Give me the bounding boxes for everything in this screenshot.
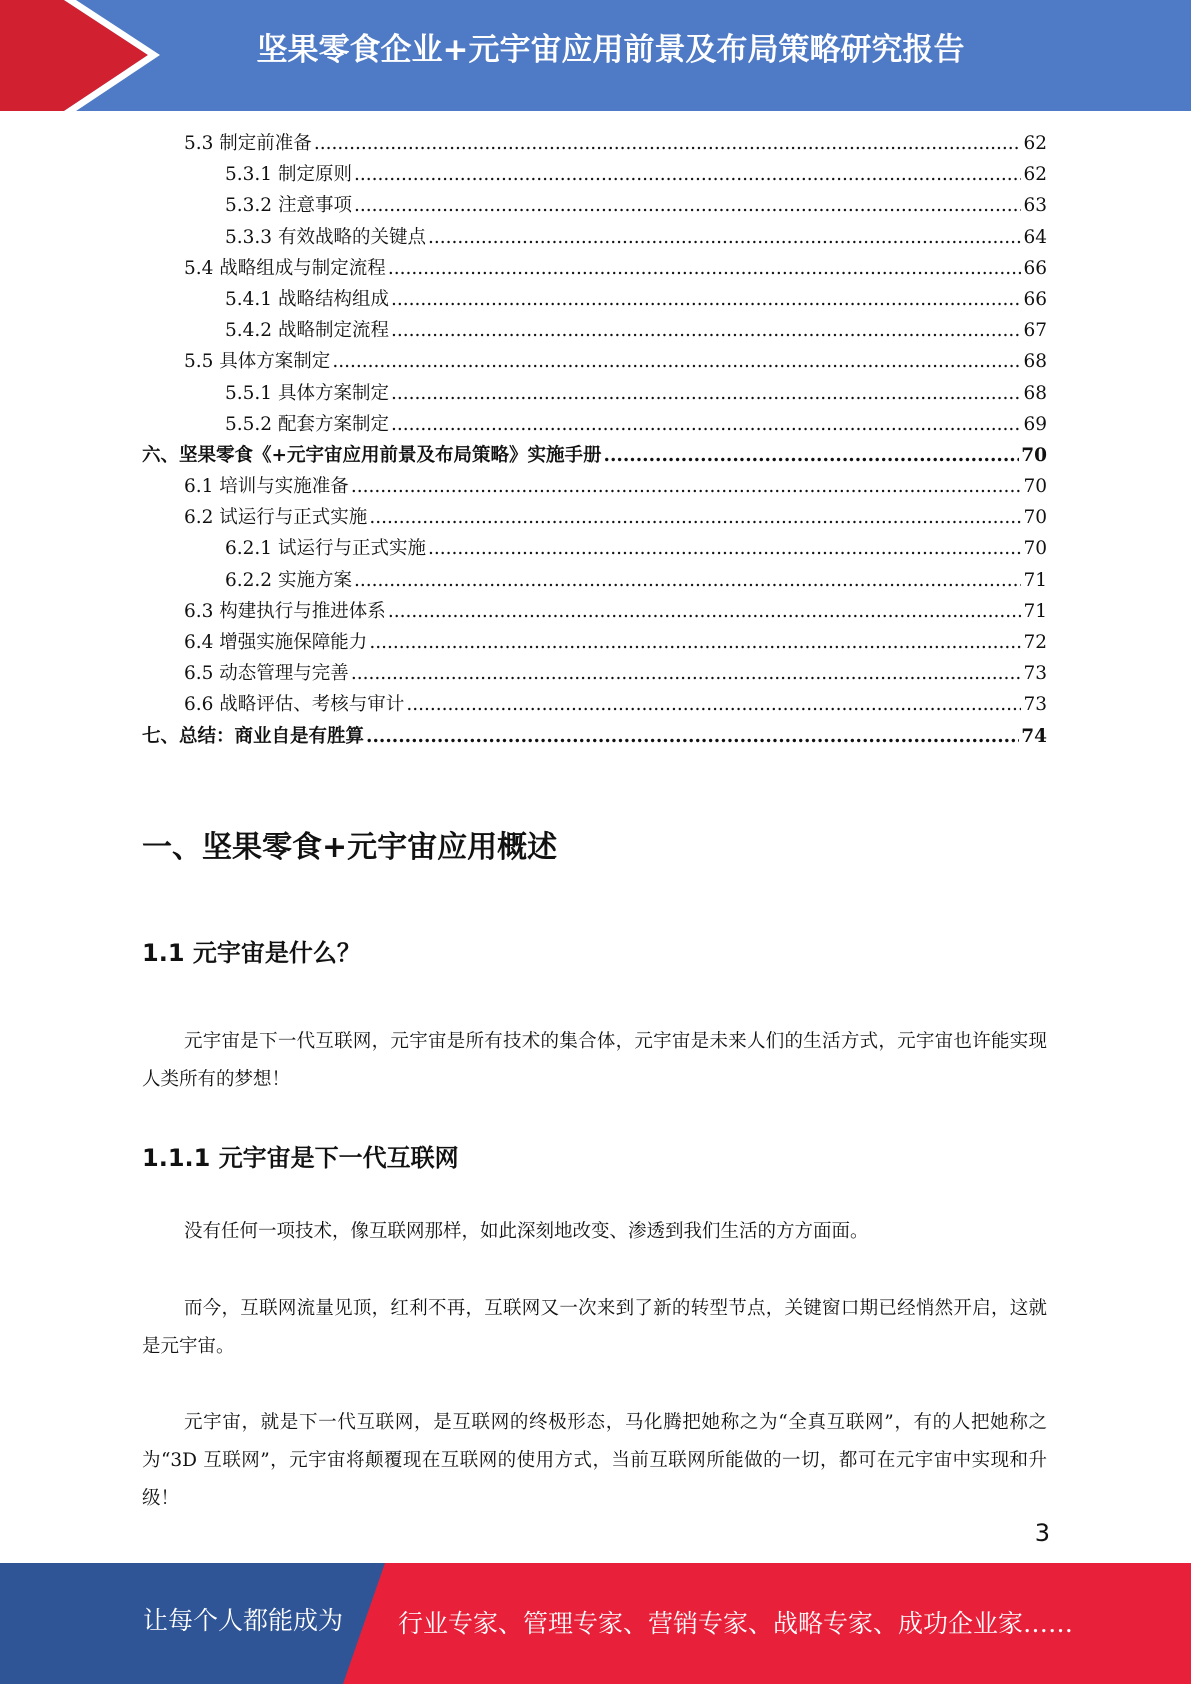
toc-leader-dots [604, 440, 1020, 471]
toc-leader-dots [354, 565, 1022, 596]
toc-entry[interactable] [142, 409, 1047, 440]
toc-entry[interactable] [142, 533, 1047, 564]
toc-leader-dots [351, 471, 1022, 502]
toc-entry[interactable] [142, 689, 1047, 720]
footer-slogan-left: 让每个人都能成为 [143, 1606, 344, 1635]
page-number: 3 [1034, 1519, 1050, 1547]
toc-entry-page: 70 [1021, 444, 1047, 466]
toc-leader-dots [391, 409, 1021, 440]
toc-entry[interactable] [142, 190, 1047, 221]
report-title: 坚果零食企业+元宇宙应用前景及布局策略研究报告 [256, 32, 965, 68]
toc-entry-label: 5.5.2 配套方案制定 [225, 413, 389, 435]
toc-entry-page: 64 [1023, 226, 1047, 248]
toc-leader-dots [391, 315, 1021, 346]
toc-entry-page: 70 [1023, 507, 1047, 529]
toc-entry-label: 七、总结：商业自是有胜算 [142, 725, 365, 747]
toc-leader-dots [369, 502, 1021, 533]
toc-leader-dots [391, 378, 1021, 409]
toc-entry-label: 5.3.2 注意事项 [225, 195, 352, 217]
toc-entry[interactable] [142, 284, 1047, 315]
toc-entry-page: 62 [1023, 164, 1047, 186]
toc-leader-dots [366, 721, 1019, 752]
section-heading: 1.1 元宇宙是什么？ [142, 939, 361, 967]
toc-entry-page: 71 [1023, 569, 1047, 591]
page-footer [0, 1563, 1191, 1684]
toc-entry-page: 72 [1023, 632, 1047, 653]
paragraph: 元宇宙，就是下一代互联网，是互联网的终极形态，马化腾把她称之为“全真互联网”，有的人把她称之为“3D 互联网”，元宇宙将颠覆现在互联网的使用方式，当前互联网所能做的一切，都可在元宇宙中实现和升级！ [142, 1412, 1047, 1509]
toc-entry-label: 5.3 制定前准备 [184, 133, 312, 154]
toc-leader-dots [354, 190, 1022, 221]
toc-entry[interactable] [142, 128, 1047, 159]
toc-entry-page: 69 [1023, 413, 1047, 435]
toc-entry[interactable] [142, 721, 1047, 752]
toc-entry[interactable] [142, 222, 1047, 253]
toc-entry-page: 73 [1023, 663, 1047, 685]
toc-entry[interactable] [142, 315, 1047, 346]
toc-entry-page: 62 [1023, 133, 1047, 154]
toc-leader-dots [391, 284, 1021, 315]
toc-leader-dots [406, 689, 1021, 720]
toc-entry[interactable] [142, 378, 1047, 409]
toc-entry[interactable] [142, 346, 1047, 377]
toc-entry[interactable] [142, 253, 1047, 284]
toc-entry[interactable] [142, 565, 1047, 596]
toc-entry-label: 5.5.1 具体方案制定 [225, 382, 389, 404]
page-header [0, 0, 1191, 111]
toc-leader-dots [428, 222, 1021, 253]
toc-leader-dots [351, 658, 1022, 689]
toc-entry-page: 67 [1023, 320, 1047, 342]
toc-entry-label: 6.2.2 实施方案 [225, 569, 352, 591]
toc-entry[interactable] [142, 596, 1047, 627]
paragraph: 而今，互联网流量见顶，红利不再，互联网又一次来到了新的转型节点，关键窗口期已经悄然开启，这就是元宇宙。 [142, 1298, 1047, 1357]
toc-entry-label: 六、坚果零食《+元宇宙应用前景及布局策略》实施手册 [142, 444, 602, 466]
toc-entry[interactable] [142, 159, 1047, 190]
toc-entry-label: 6.2 试运行与正式实施 [184, 507, 368, 529]
toc-entry-page: 63 [1023, 195, 1047, 217]
toc-leader-dots [332, 346, 1021, 377]
toc-entry-page: 66 [1023, 257, 1047, 279]
toc-entry-label: 6.5 动态管理与完善 [184, 663, 349, 685]
toc-entry-page: 68 [1023, 382, 1047, 404]
toc-leader-dots [388, 596, 1022, 627]
toc-leader-dots [388, 253, 1022, 284]
footer-slogan-right: 行业专家、管理专家、营销专家、战略专家、成功企业家…… [398, 1609, 1074, 1638]
toc-leader-dots [428, 533, 1021, 564]
toc-entry-page: 70 [1023, 476, 1047, 498]
toc-leader-dots [314, 128, 1022, 159]
paragraph: 元宇宙是下一代互联网，元宇宙是所有技术的集合体，元宇宙是未来人们的生活方式，元宇宙也许能实现人类所有的梦想！ [142, 1031, 1047, 1090]
toc-entry-label: 6.3 构建执行与推进体系 [184, 600, 386, 622]
toc-entry[interactable] [142, 471, 1047, 502]
toc-entry-label: 6.6 战略评估、考核与审计 [184, 694, 405, 716]
toc-entry-label: 6.1 培训与实施准备 [184, 476, 349, 498]
toc-leader-dots [369, 627, 1021, 658]
paragraph: 没有任何一项技术，像互联网那样，如此深刻地改变、渗透到我们生活的方方面面。 [184, 1221, 869, 1242]
toc-entry[interactable] [142, 440, 1047, 471]
toc-entry-page: 68 [1023, 351, 1047, 373]
toc-entry-label: 6.4 增强实施保障能力 [184, 632, 368, 653]
toc-leader-dots [354, 159, 1022, 190]
toc-entry-page: 71 [1023, 600, 1047, 622]
toc-entry-label: 5.3.1 制定原则 [225, 164, 352, 186]
toc-entry-page: 66 [1023, 288, 1047, 310]
toc-entry-label: 5.4.1 战略结构组成 [225, 288, 389, 310]
toc-entry-label: 5.5 具体方案制定 [184, 351, 331, 373]
toc-entry-label: 6.2.1 试运行与正式实施 [225, 538, 426, 560]
toc-entry[interactable] [142, 502, 1047, 533]
toc-entry-label: 5.4 战略组成与制定流程 [184, 257, 386, 279]
toc-entry-page: 70 [1023, 538, 1047, 560]
subsection-heading: 1.1.1 元宇宙是下一代互联网 [142, 1144, 459, 1172]
chapter-heading: 一、坚果零食+元宇宙应用概述 [142, 830, 558, 865]
toc-entry[interactable] [142, 658, 1047, 689]
toc-entry-page: 73 [1023, 694, 1047, 716]
toc-entry-page: 74 [1021, 725, 1047, 747]
toc-entry[interactable] [142, 627, 1047, 658]
toc-entry-label: 5.3.3 有效战略的关键点 [225, 226, 426, 248]
toc-entry-label: 5.4.2 战略制定流程 [225, 320, 389, 342]
table-of-contents [142, 128, 1047, 752]
